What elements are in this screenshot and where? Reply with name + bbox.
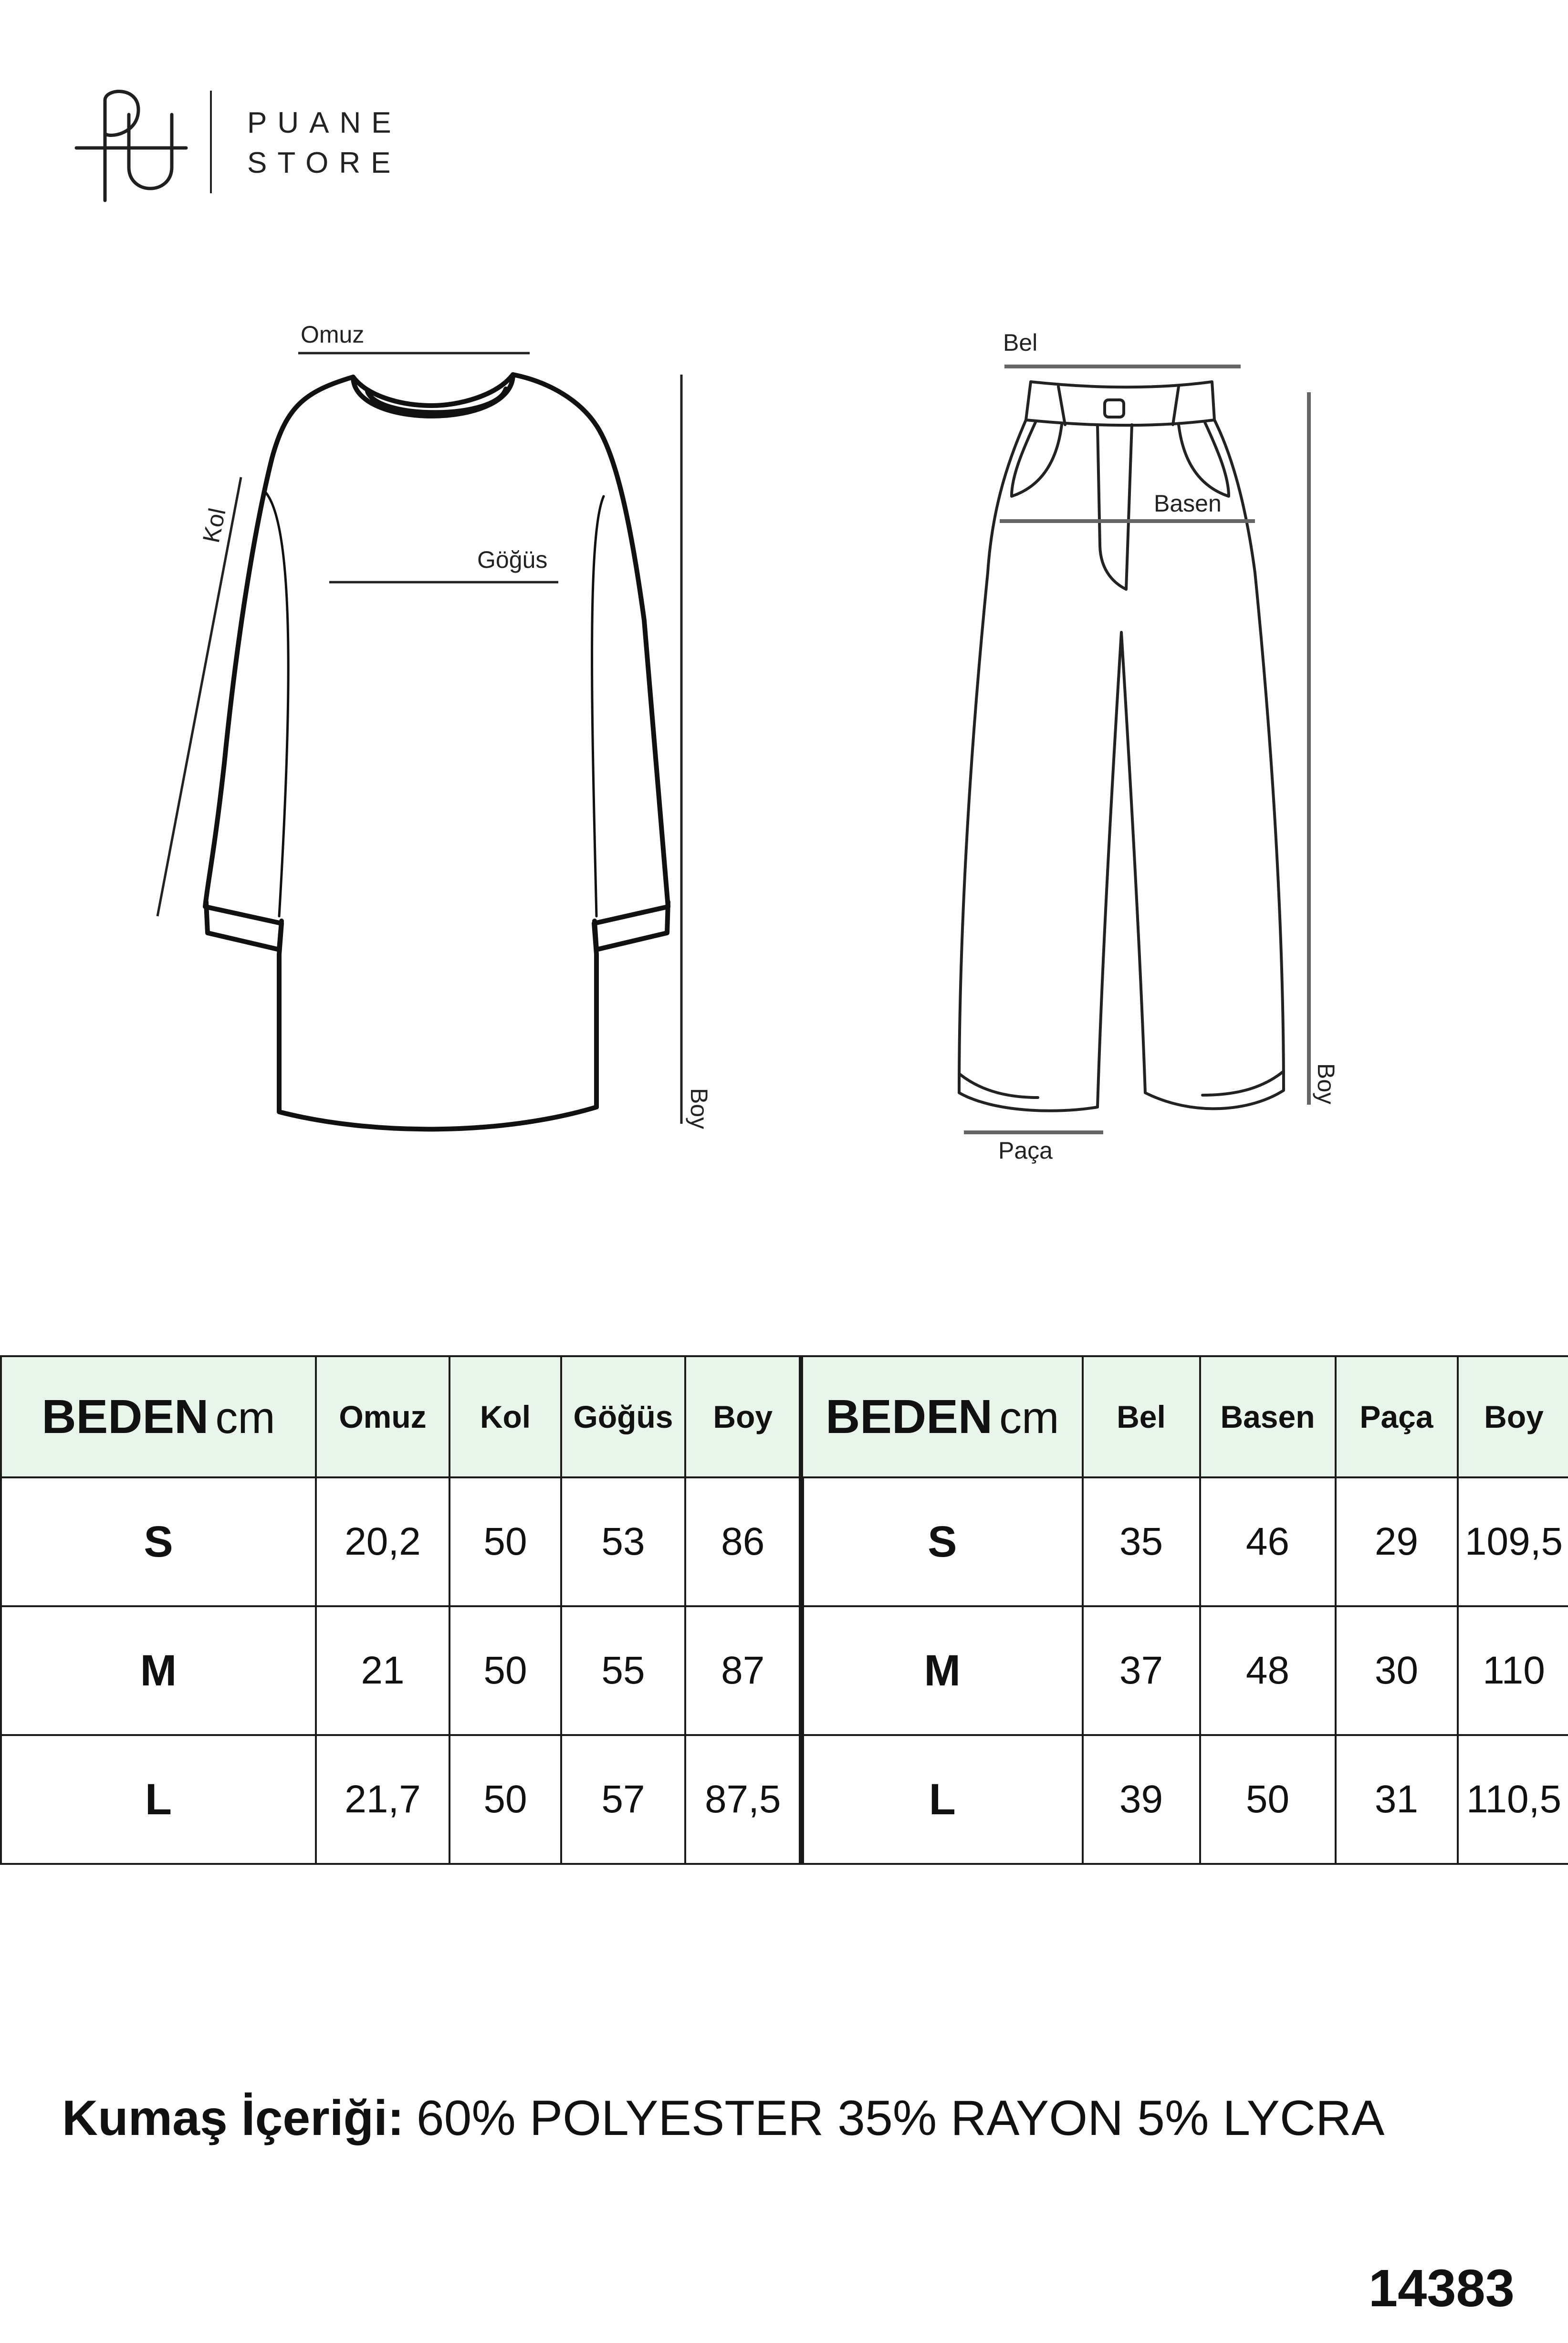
- header-beden-label: BEDEN: [826, 1390, 993, 1443]
- value-cell: 29: [1336, 1477, 1458, 1606]
- trousers-size-table: [799, 1355, 1568, 1865]
- label-paca: Paça: [998, 1137, 1053, 1164]
- fabric-label: Kumaş İçeriği:: [62, 2091, 404, 2146]
- value-cell: 50: [449, 1735, 561, 1864]
- value-cell: 20,2: [316, 1477, 449, 1606]
- garment-diagrams: [0, 305, 1568, 1212]
- size-cell: M: [1, 1606, 316, 1735]
- header-beden: [1, 1356, 316, 1477]
- product-code: 14383: [1369, 2259, 1515, 2318]
- value-cell: 48: [1200, 1606, 1336, 1735]
- table-row: [801, 1477, 1568, 1606]
- brand-name-line1: PUANE: [247, 106, 402, 139]
- header-paca: Paça: [1336, 1356, 1458, 1477]
- trousers-diagram: [959, 382, 1284, 1111]
- value-cell: 86: [685, 1477, 802, 1606]
- value-cell: 46: [1200, 1477, 1336, 1606]
- header-beden: [801, 1356, 1083, 1477]
- size-cell: S: [1, 1477, 316, 1606]
- value-cell: 110: [1458, 1606, 1568, 1735]
- table-row: [1, 1477, 802, 1606]
- header-omuz: Omuz: [316, 1356, 449, 1477]
- size-cell: L: [801, 1735, 1083, 1864]
- trousers-belt-loop-left: [1058, 387, 1065, 425]
- dress-size-table: [0, 1355, 804, 1865]
- label-kol: Kol: [197, 505, 231, 545]
- header-kol: Kol: [449, 1356, 561, 1477]
- trousers-size-header-row: [801, 1356, 1568, 1477]
- header-boy: Boy: [1458, 1356, 1568, 1477]
- trousers-outline: [959, 420, 1284, 1111]
- pu-monogram-icon: [72, 81, 191, 205]
- value-cell: 35: [1083, 1477, 1200, 1606]
- label-gogus: Göğüs: [477, 546, 548, 573]
- trousers-button-icon: [1105, 400, 1124, 417]
- table-row: [801, 1735, 1568, 1864]
- value-cell: 87,5: [685, 1735, 802, 1864]
- trousers-right-hem: [1202, 1071, 1284, 1095]
- trousers-waistband: [1026, 382, 1214, 425]
- table-row: [801, 1606, 1568, 1735]
- trousers-belt-loop-right: [1173, 387, 1179, 425]
- value-cell: 50: [449, 1606, 561, 1735]
- table-row: [1, 1606, 802, 1735]
- value-cell: 87: [685, 1606, 802, 1735]
- value-cell: 21: [316, 1606, 449, 1735]
- header-beden-label: BEDEN: [42, 1390, 209, 1443]
- value-cell: 30: [1336, 1606, 1458, 1735]
- size-cell: L: [1, 1735, 316, 1864]
- trousers-fly: [1098, 425, 1132, 589]
- value-cell: 31: [1336, 1735, 1458, 1864]
- dress-left-sleeve-seam: [265, 492, 288, 916]
- dress-diagram: [205, 375, 668, 1129]
- fabric-value: 60% POLYESTER 35% RAYON 5% LYCRA: [416, 2091, 1385, 2146]
- value-cell: 53: [561, 1477, 685, 1606]
- header-gogus: Göğüs: [561, 1356, 685, 1477]
- value-cell: 55: [561, 1606, 685, 1735]
- value-cell: 109,5: [1458, 1477, 1568, 1606]
- dress-body-outline: [205, 375, 668, 1129]
- label-basen: Basen: [1154, 490, 1222, 517]
- header-unit: cm: [999, 1392, 1059, 1443]
- label-boy-trousers: Boy: [1313, 1063, 1339, 1105]
- table-row: [1, 1735, 802, 1864]
- trousers-measure-lines: [964, 366, 1309, 1132]
- logo-divider: [210, 91, 212, 193]
- value-cell: 110,5: [1458, 1735, 1568, 1864]
- brand-name-line2: STORE: [247, 146, 401, 179]
- label-bel: Bel: [1003, 329, 1038, 356]
- label-boy-dress: Boy: [686, 1088, 712, 1130]
- value-cell: 39: [1083, 1735, 1200, 1864]
- value-cell: 57: [561, 1735, 685, 1864]
- header-boy: Boy: [685, 1356, 802, 1477]
- header-basen: Basen: [1200, 1356, 1336, 1477]
- header-unit: cm: [215, 1392, 275, 1443]
- dress-size-header-row: [1, 1356, 802, 1477]
- header-bel: Bel: [1083, 1356, 1200, 1477]
- dress-measure-lines: [157, 353, 681, 1124]
- value-cell: 50: [449, 1477, 561, 1606]
- label-omuz: Omuz: [301, 321, 365, 348]
- fabric-content: [62, 2090, 1384, 2147]
- size-cell: M: [801, 1606, 1083, 1735]
- value-cell: 21,7: [316, 1735, 449, 1864]
- size-cell: S: [801, 1477, 1083, 1606]
- value-cell: 50: [1200, 1735, 1336, 1864]
- dress-right-sleeve-seam: [592, 496, 604, 916]
- value-cell: 37: [1083, 1606, 1200, 1735]
- trousers-left-hem: [959, 1074, 1038, 1098]
